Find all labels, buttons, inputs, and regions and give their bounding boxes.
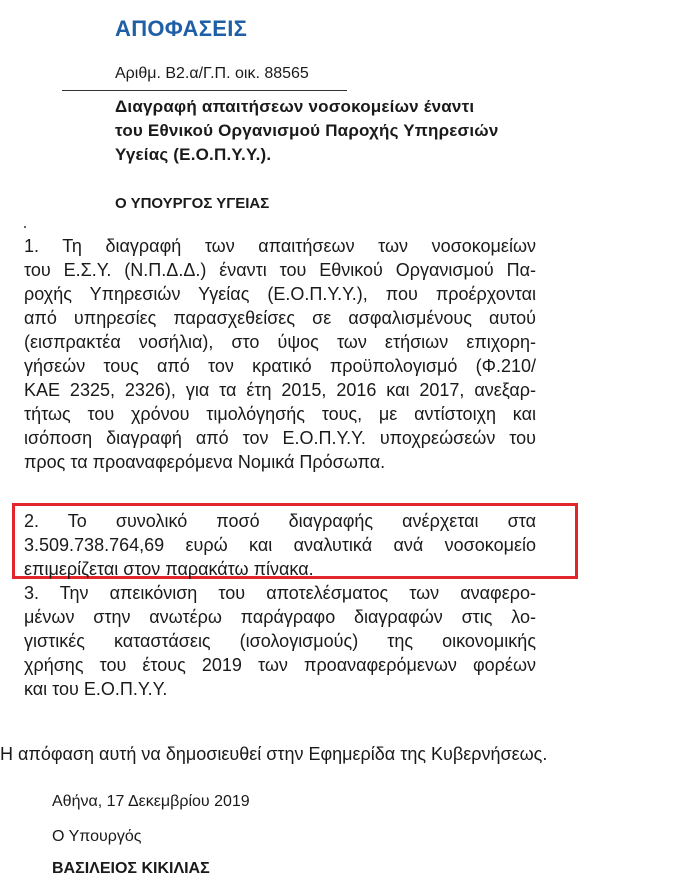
reference-divider bbox=[62, 90, 347, 91]
paragraph-2 bbox=[24, 509, 536, 581]
paragraph-line: χρήσης του έτους 2019 των προαναφερόμενων φορέων bbox=[24, 655, 536, 675]
paragraph-line: ισόποση διαγραφή από τον Ε.Ο.Π.Υ.Υ. υποχρεώσεών του bbox=[24, 428, 536, 448]
subject-line: του Εθνικού Οργανισμού Παροχής Υπηρεσιών bbox=[115, 121, 499, 140]
publication-order: Η απόφαση αυτή να δημοσιευθεί στην Εφημερίδα της Κυβερνήσεως. bbox=[0, 744, 548, 764]
paragraph-line: (εισπρακτέα νοσήλια), στο ύψος των ετήσιων επιχορη- bbox=[24, 332, 536, 352]
paragraph-line: τήτως του χρόνου τιμολόγησής τους, με αντίστοιχη και bbox=[24, 404, 536, 424]
paragraph-line: γήσεών τους από τον κρατικό προϋπολογισμό (Φ.210/ bbox=[24, 356, 536, 376]
paragraph-line: προς τα προαναφερόμενα Νομικά Πρόσωπα. bbox=[24, 452, 386, 472]
signing-date: Αθήνα, 17 Δεκεμβρίου 2019 bbox=[52, 793, 250, 810]
paragraph-line: μένων στην ανωτέρω παράγραφο διαγραφών στις λο- bbox=[24, 607, 536, 627]
minister-title: Ο Υπουργός bbox=[52, 828, 142, 845]
print-mark bbox=[24, 226, 26, 228]
subject-line: Υγείας (Ε.Ο.Π.Υ.Υ.). bbox=[115, 145, 272, 164]
issuing-authority: Ο ΥΠΟΥΡΓΟΣ ΥΓΕΙΑΣ bbox=[115, 195, 270, 212]
paragraph-line: 3. Την απεικόνιση του αποτελέσματος των αναφερο- bbox=[24, 583, 536, 603]
paragraph-line: από υπηρεσίες παρασχεθείσες σε ασφαλισμένους αυτού bbox=[24, 308, 536, 328]
paragraph-line: 3.509.738.764,69 ευρώ και αναλυτικά ανά νοσοκομείο bbox=[24, 535, 536, 555]
paragraph-1 bbox=[24, 234, 536, 474]
paragraph-line: γιστικές καταστάσεις (ισολογισμούς) της οικονομικής bbox=[24, 631, 536, 651]
section-heading: ΑΠΟΦΑΣΕΙΣ bbox=[115, 16, 248, 41]
paragraph-line: και του Ε.Ο.Π.Υ.Υ. bbox=[24, 679, 168, 699]
paragraph-line: 2. Το συνολικό ποσό διαγραφής ανέρχεται στα bbox=[24, 511, 536, 531]
decision-reference: Αριθμ. Β2.α/Γ.Π. οικ. 88565 bbox=[115, 65, 309, 82]
paragraph-line: ροχής Υπηρεσιών Υγείας (Ε.Ο.Π.Υ.Υ.), που προέρχονται bbox=[24, 284, 536, 304]
paragraph-line: ΚΑΕ 2325, 2326), για τα έτη 2015, 2016 και 2017, ανεξαρ- bbox=[24, 380, 536, 400]
paragraph-line: του Ε.Σ.Υ. (Ν.Π.Δ.Δ.) έναντι του Εθνικού Οργανισμού Πα- bbox=[24, 260, 536, 280]
subject-line: Διαγραφή απαιτήσεων νοσοκομείων έναντι bbox=[115, 97, 475, 116]
paragraph-line: επιμερίζεται στον παρακάτω πίνακα. bbox=[24, 559, 314, 579]
paragraph-line: 1. Τη διαγραφή των απαιτήσεων των νοσοκομείων bbox=[24, 236, 536, 256]
decision-subject bbox=[115, 95, 595, 167]
minister-name: ΒΑΣΙΛΕΙΟΣ ΚΙΚΙΛΙΑΣ bbox=[52, 860, 210, 877]
paragraph-3 bbox=[24, 581, 536, 701]
